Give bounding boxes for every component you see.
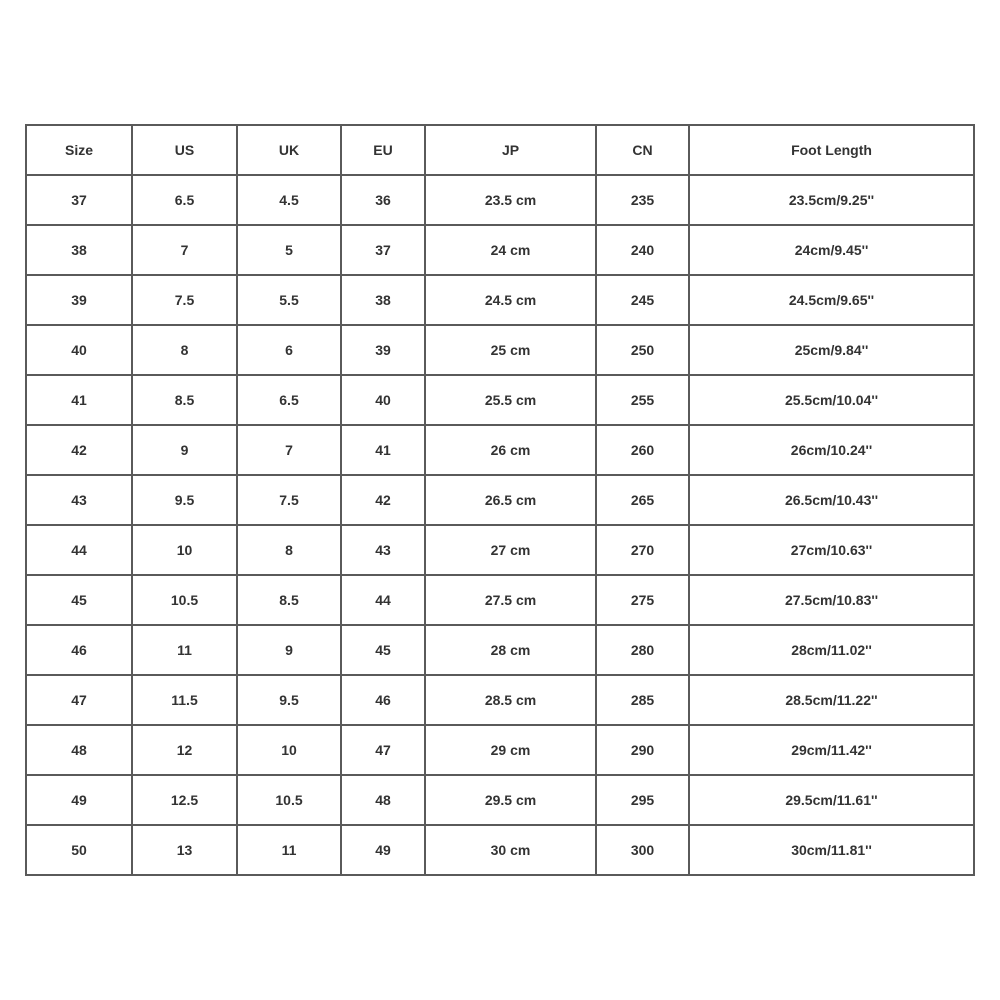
cell-us: 11.5 (131, 674, 236, 724)
cell-cn: 265 (595, 474, 688, 524)
cell-foot-length: 28.5cm/11.22'' (688, 674, 975, 724)
cell-foot-length: 26cm/10.24'' (688, 424, 975, 474)
cell-eu: 37 (340, 224, 424, 274)
table-body (25, 174, 975, 876)
table-row (25, 174, 975, 224)
cell-us: 8.5 (131, 374, 236, 424)
cell-jp: 29.5 cm (424, 774, 595, 824)
cell-uk: 7.5 (236, 474, 340, 524)
cell-foot-length: 29cm/11.42'' (688, 724, 975, 774)
cell-us: 9.5 (131, 474, 236, 524)
table-row (25, 224, 975, 274)
cell-size: 39 (25, 274, 131, 324)
cell-cn: 245 (595, 274, 688, 324)
cell-size: 41 (25, 374, 131, 424)
cell-eu: 43 (340, 524, 424, 574)
cell-us: 10 (131, 524, 236, 574)
cell-uk: 4.5 (236, 174, 340, 224)
header-uk: UK (236, 124, 340, 174)
cell-uk: 6.5 (236, 374, 340, 424)
cell-us: 13 (131, 824, 236, 876)
cell-jp: 23.5 cm (424, 174, 595, 224)
table-row (25, 774, 975, 824)
table-row (25, 724, 975, 774)
header-row (25, 124, 975, 174)
cell-cn: 260 (595, 424, 688, 474)
cell-cn: 280 (595, 624, 688, 674)
cell-us: 6.5 (131, 174, 236, 224)
cell-jp: 25 cm (424, 324, 595, 374)
cell-us: 12 (131, 724, 236, 774)
cell-uk: 11 (236, 824, 340, 876)
table-row (25, 524, 975, 574)
cell-eu: 44 (340, 574, 424, 624)
cell-foot-length: 29.5cm/11.61'' (688, 774, 975, 824)
cell-jp: 24.5 cm (424, 274, 595, 324)
cell-eu: 42 (340, 474, 424, 524)
table-row (25, 574, 975, 624)
cell-size: 37 (25, 174, 131, 224)
table-row (25, 324, 975, 374)
table-row (25, 674, 975, 724)
cell-eu: 41 (340, 424, 424, 474)
table-row (25, 474, 975, 524)
cell-us: 7 (131, 224, 236, 274)
cell-foot-length: 24.5cm/9.65'' (688, 274, 975, 324)
table-header (25, 124, 975, 174)
cell-us: 8 (131, 324, 236, 374)
cell-us: 12.5 (131, 774, 236, 824)
cell-jp: 30 cm (424, 824, 595, 876)
cell-cn: 300 (595, 824, 688, 876)
cell-size: 44 (25, 524, 131, 574)
cell-foot-length: 30cm/11.81'' (688, 824, 975, 876)
header-eu: EU (340, 124, 424, 174)
cell-uk: 8.5 (236, 574, 340, 624)
cell-uk: 9.5 (236, 674, 340, 724)
cell-size: 40 (25, 324, 131, 374)
cell-uk: 8 (236, 524, 340, 574)
cell-jp: 29 cm (424, 724, 595, 774)
cell-uk: 5.5 (236, 274, 340, 324)
header-jp: JP (424, 124, 595, 174)
cell-jp: 24 cm (424, 224, 595, 274)
table-row (25, 374, 975, 424)
cell-eu: 49 (340, 824, 424, 876)
cell-foot-length: 23.5cm/9.25'' (688, 174, 975, 224)
cell-jp: 28.5 cm (424, 674, 595, 724)
cell-uk: 10.5 (236, 774, 340, 824)
cell-foot-length: 25cm/9.84'' (688, 324, 975, 374)
table-row (25, 824, 975, 876)
header-us: US (131, 124, 236, 174)
cell-cn: 275 (595, 574, 688, 624)
cell-foot-length: 28cm/11.02'' (688, 624, 975, 674)
cell-uk: 5 (236, 224, 340, 274)
cell-cn: 270 (595, 524, 688, 574)
cell-uk: 6 (236, 324, 340, 374)
cell-jp: 26.5 cm (424, 474, 595, 524)
cell-size: 50 (25, 824, 131, 876)
cell-size: 48 (25, 724, 131, 774)
cell-foot-length: 27cm/10.63'' (688, 524, 975, 574)
cell-size: 49 (25, 774, 131, 824)
cell-jp: 28 cm (424, 624, 595, 674)
cell-size: 43 (25, 474, 131, 524)
cell-cn: 290 (595, 724, 688, 774)
cell-cn: 255 (595, 374, 688, 424)
cell-foot-length: 27.5cm/10.83'' (688, 574, 975, 624)
size-chart-table (25, 124, 975, 876)
cell-us: 10.5 (131, 574, 236, 624)
cell-foot-length: 26.5cm/10.43'' (688, 474, 975, 524)
cell-jp: 27.5 cm (424, 574, 595, 624)
cell-jp: 25.5 cm (424, 374, 595, 424)
cell-foot-length: 24cm/9.45'' (688, 224, 975, 274)
cell-size: 42 (25, 424, 131, 474)
cell-cn: 295 (595, 774, 688, 824)
cell-eu: 40 (340, 374, 424, 424)
table-row (25, 274, 975, 324)
cell-size: 47 (25, 674, 131, 724)
header-foot-length: Foot Length (688, 124, 975, 174)
cell-eu: 45 (340, 624, 424, 674)
cell-eu: 48 (340, 774, 424, 824)
header-cn: CN (595, 124, 688, 174)
cell-eu: 46 (340, 674, 424, 724)
cell-size: 38 (25, 224, 131, 274)
cell-uk: 7 (236, 424, 340, 474)
table-row (25, 624, 975, 674)
cell-jp: 27 cm (424, 524, 595, 574)
cell-cn: 235 (595, 174, 688, 224)
cell-eu: 39 (340, 324, 424, 374)
cell-us: 7.5 (131, 274, 236, 324)
cell-jp: 26 cm (424, 424, 595, 474)
cell-cn: 250 (595, 324, 688, 374)
cell-foot-length: 25.5cm/10.04'' (688, 374, 975, 424)
cell-eu: 36 (340, 174, 424, 224)
cell-size: 46 (25, 624, 131, 674)
cell-size: 45 (25, 574, 131, 624)
cell-cn: 240 (595, 224, 688, 274)
cell-us: 9 (131, 424, 236, 474)
cell-eu: 38 (340, 274, 424, 324)
cell-uk: 9 (236, 624, 340, 674)
table-row (25, 424, 975, 474)
cell-cn: 285 (595, 674, 688, 724)
header-size: Size (25, 124, 131, 174)
cell-eu: 47 (340, 724, 424, 774)
cell-us: 11 (131, 624, 236, 674)
cell-uk: 10 (236, 724, 340, 774)
